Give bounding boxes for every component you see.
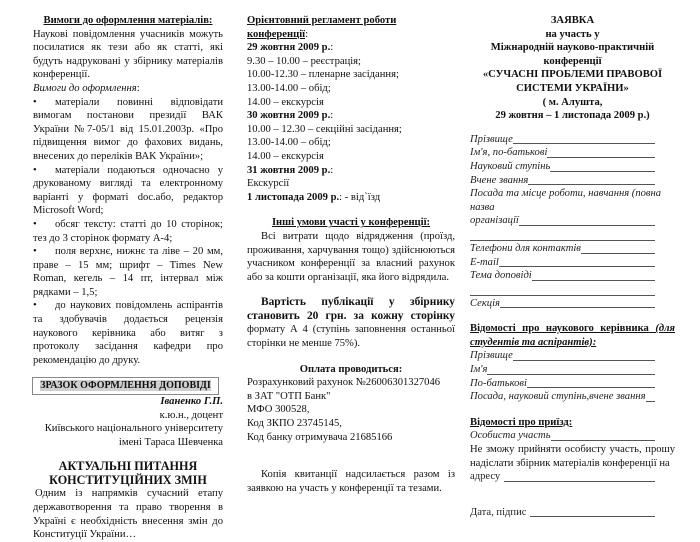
topic-field-extra-line[interactable] xyxy=(470,283,655,296)
address-field[interactable]: адресу xyxy=(470,470,655,484)
sample-title: КОНСТИТУЦІЙНИХ ЗМІН xyxy=(49,473,207,488)
payment-heading: Оплата проводиться: xyxy=(299,363,403,375)
sample-university: Київського національного університету xyxy=(44,423,223,435)
organization-field-extra-line[interactable] xyxy=(470,228,655,241)
payment-line: МФО 300528, xyxy=(247,404,310,416)
cannot-attend-text: Не зможу прийняти особисту участь, прошу надіслати збірник матеріалів конференції на xyxy=(470,444,675,469)
schedule-item: 30 жовтня 2009 р.: xyxy=(247,110,334,122)
bullet-icon: • xyxy=(33,164,37,176)
schedule-heading: Орієнтовний регламент роботи конференції: xyxy=(247,15,397,40)
bullet-item: • матеріали подаються одночасно у друкованому вигляді та електронному варіанті у форматі doc.або, редактор Microsoft Word; xyxy=(33,164,223,217)
bullet-icon: • xyxy=(33,300,37,312)
schedule-item: 29 жовтня 2009 р.: xyxy=(247,42,334,54)
advisor-heading: Відомості про наукового керівника (для студентів та аспірантів): xyxy=(470,323,675,348)
sample-author: Іваненко Г.П. xyxy=(160,396,223,408)
schedule-item: 9.30 – 10.00 – реєстрація; xyxy=(247,55,361,67)
other-conditions-body: Всі витрати щодо відрядження (проїзд, проживання, харчування тощо) здійснюються учасником конференції за власний рахунок або за кошти організації, яка його відрядила. xyxy=(247,230,455,283)
form-title: ЗАЯВКА xyxy=(550,15,595,26)
conference-location: ( м. Алушта, xyxy=(542,96,603,108)
organization-field[interactable]: організації xyxy=(470,214,655,228)
schedule-item: 13.00-14.00 – обід; xyxy=(247,137,331,149)
form-title: на участь у xyxy=(545,28,600,40)
email-field[interactable]: E-mail xyxy=(470,256,655,270)
schedule-item: 14.00 – екскурсія xyxy=(247,96,324,108)
schedule-item: 1 листопада 2009 р.: - від`їзд xyxy=(247,191,381,203)
bullet-icon: • xyxy=(33,218,37,230)
bullet-item: • до наукових повідомлень аспірантів та здобувачів додається рецензія наукового керівника або витяг з протоколу засідання кафедри про рекомендацію до друку. xyxy=(33,300,223,366)
position-label: Посада та місце роботи, навчання (повна назва xyxy=(470,188,662,213)
arrival-heading: Відомості про приїзд: xyxy=(470,416,573,428)
bullet-item: • матеріали повинні відповідати вимогам постанови президії ВАК України №7-05/1 від 15.01.2003р. «Про підвищення вимог до фахових видань, внесених до переліків ВАК України»; xyxy=(33,96,223,162)
advisor-surname-field[interactable]: Прізвище xyxy=(470,349,655,363)
payment-line: в ЗАТ "ОТП Банк" xyxy=(247,390,331,402)
payment-line: Код ЗКПО 23745145, xyxy=(247,418,342,430)
sample-degree: к.ю.н., доцент xyxy=(159,409,223,421)
other-conditions-heading: Інші умови участі у конференції: xyxy=(271,217,431,229)
schedule-item: Екскурсії xyxy=(247,178,290,190)
schedule-item: 10.00-12.30 – пленарне засідання; xyxy=(247,69,399,81)
schedule-item: 10.00 – 12.30 – секційні засідання; xyxy=(247,123,402,135)
sample-box: ЗРАЗОК ОФОРМЛЕННЯ ДОПОВІДІ xyxy=(32,377,219,395)
form-title: Міжнародній науково-практичній xyxy=(490,42,655,54)
bullet-item: • поля верхнє, нижнє та ліве – 20 мм, праве – 15 мм; шрифт – Times New Roman, кегель – 14 пт, інтервал між рядками – 1,5; xyxy=(33,246,223,298)
surname-field[interactable]: Прізвище xyxy=(470,133,655,147)
section-field[interactable]: Секція xyxy=(470,297,655,311)
bullet-item: • обсяг тексту: статті до 10 сторінок; тез до 3 сторінок формату А-4; xyxy=(33,218,223,244)
price-note: Вартість публікації у збірнику становить 20 грн. за кожну сторінку формату А 4 (ступінь заповнення останньої сторінки не менше 75%). xyxy=(247,296,455,350)
academic-title-field[interactable]: Вчене звання xyxy=(470,174,655,188)
receipt-note: Копія квитанції надсилається разом із заявкою на участь у конференції та тезами. xyxy=(247,469,455,494)
requirements-heading: Вимоги до оформлення матеріалів: xyxy=(43,15,213,26)
name-field[interactable]: Ім'я, по-батькові xyxy=(470,146,655,160)
schedule-item: 14.00 – екскурсія xyxy=(247,150,324,162)
bullet-icon: • xyxy=(33,96,37,108)
schedule-column xyxy=(247,14,455,495)
advisor-name-field[interactable]: Ім'я xyxy=(470,363,655,377)
conference-name: СИСТЕМИ УКРАЇНИ» xyxy=(516,82,629,94)
schedule-item: 13.00-14.00 – обід; xyxy=(247,82,331,94)
bullet-icon: • xyxy=(33,246,37,258)
conference-name: «СУЧАСНІ ПРОБЛЕМИ ПРАВОВОЇ xyxy=(482,69,663,81)
phones-field[interactable]: Телефони для контактів xyxy=(470,242,655,256)
degree-field[interactable]: Науковий ступінь xyxy=(470,160,655,174)
payment-line: Код банку отримувача 21685166 xyxy=(247,431,393,443)
advisor-patronymic-field[interactable]: По-батькові xyxy=(470,377,655,391)
conference-dates: 29 жовтня – 1 листопада 2009 р.) xyxy=(495,110,650,122)
requirements-subheading: Вимоги до оформлення: xyxy=(33,82,140,94)
personal-participation-field[interactable]: Особиста участь xyxy=(470,429,655,443)
sample-body: Одним із напрямків сучасний етапу державотворення та право творення в Україні є необхідність внесення змін до Конституції України… xyxy=(33,488,223,541)
advisor-position-field[interactable]: Посада, науковий ступінь,вчене звання xyxy=(470,390,655,404)
requirements-column xyxy=(33,14,223,542)
form-title: конференції xyxy=(543,55,602,67)
schedule-item: 31 жовтня 2009 р.: xyxy=(247,164,334,176)
requirements-intro: Наукові повідомлення учасників можуть посилатися як тези або як статті, які будуть надруковані у збірнику матеріалів конференції. xyxy=(33,28,223,81)
topic-field[interactable]: Тема доповіді xyxy=(470,269,655,283)
date-signature-field[interactable]: Дата, підпис xyxy=(470,506,655,520)
application-form-column xyxy=(470,14,675,519)
sample-university-name: імені Тараса Шевченка xyxy=(118,436,223,448)
payment-line: Розрахунковий рахунок №26006301327046 xyxy=(247,377,441,389)
sample-title: АКТУАЛЬНІ ПИТАННЯ xyxy=(58,459,198,474)
